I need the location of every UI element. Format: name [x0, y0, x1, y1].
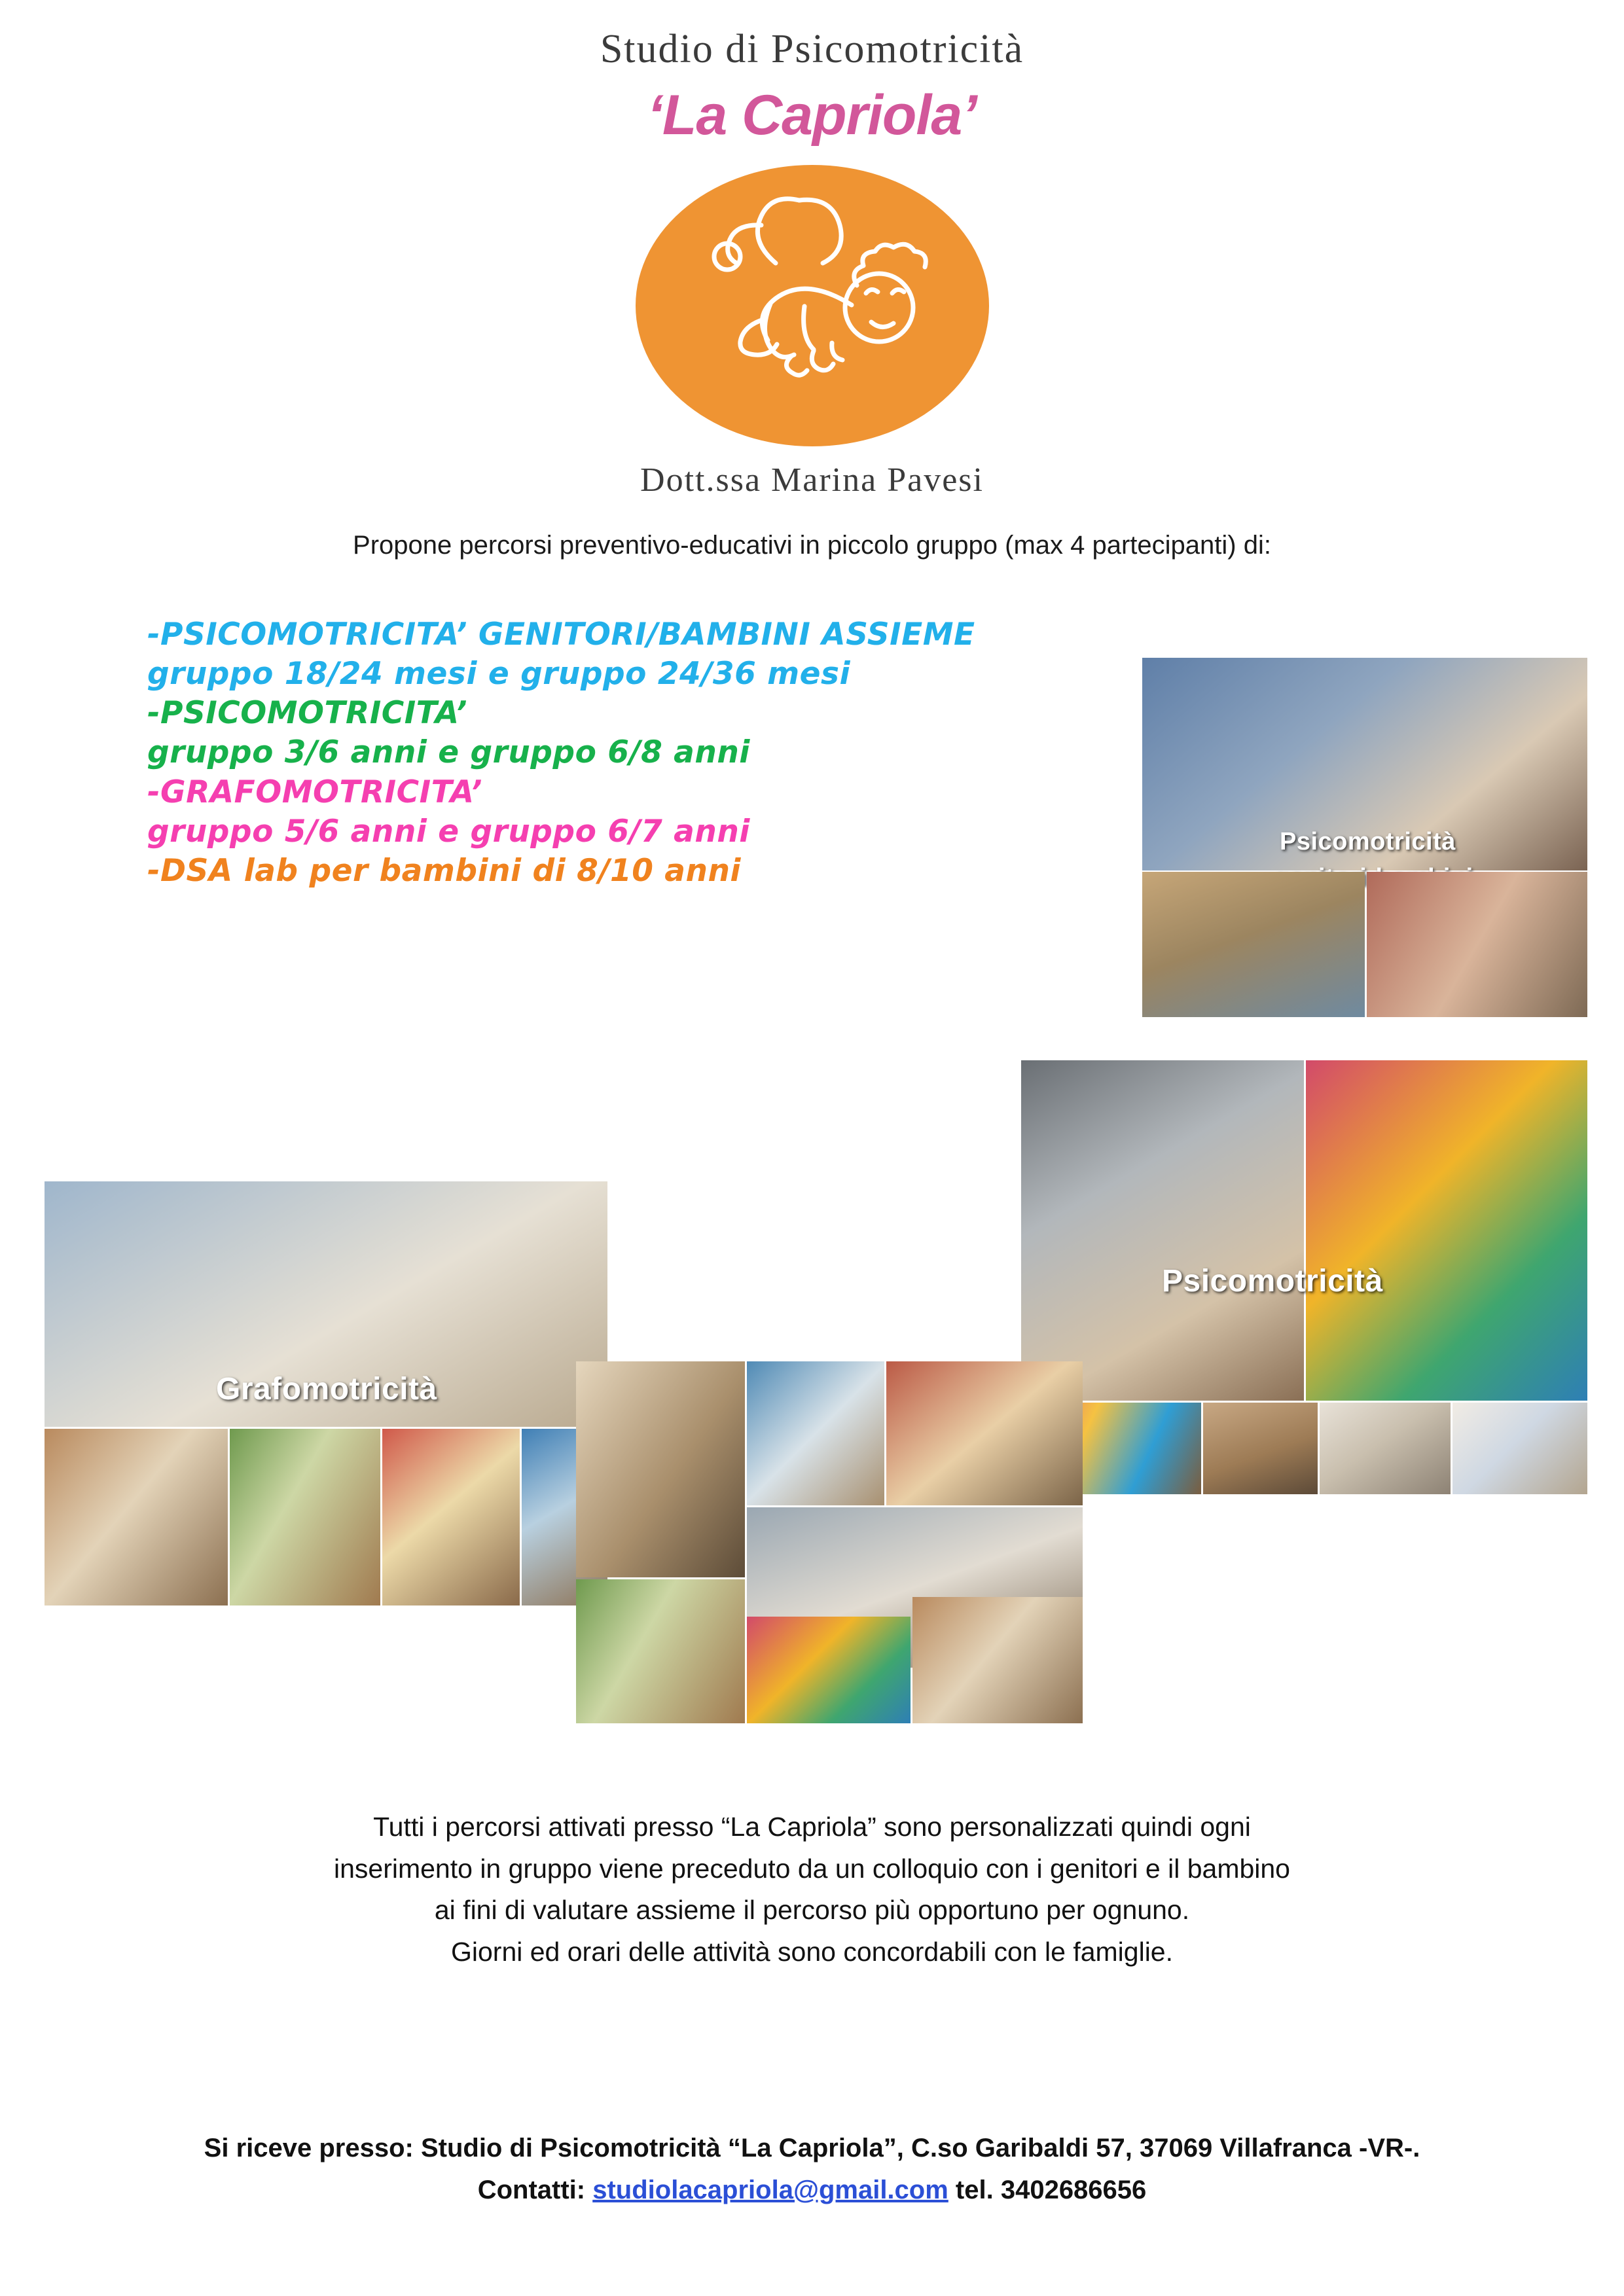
- photo-dsa-lab-5: [576, 1579, 745, 1723]
- footer-contact-label: Contatti:: [477, 2176, 586, 2204]
- doctor-name: Dott.ssa Marina Pavesi: [640, 461, 984, 499]
- footer-phone: tel. 3402686656: [955, 2176, 1147, 2204]
- photo-dsa-lab-1: [576, 1361, 745, 1577]
- photo-psicomotricita-cushions-2: [1306, 1060, 1587, 1401]
- photo-psicomotricita-small-3: [1320, 1403, 1451, 1494]
- intro-text: Propone percorsi preventivo-educativi in piccolo gruppo (max 4 partecipanti) di:: [353, 531, 1271, 560]
- footer-email-link[interactable]: studiolacapriola@gmail.com: [592, 2176, 948, 2204]
- photo-psicomotricita-cushions-1: [1021, 1060, 1304, 1401]
- program-subtitle-2: gruppo 5/6 anni e gruppo 6/7 anni: [147, 813, 750, 850]
- caption-psicomotricita: Psicomotricità: [1162, 1264, 1383, 1299]
- program-title-0: -PSICOMOTRICITA’ GENITORI/BAMBINI ASSIEME: [147, 617, 975, 653]
- photo-grafomotricita-main: [45, 1181, 607, 1427]
- caption-grafomotricita: Grafomotricità: [216, 1372, 437, 1407]
- photo-grafomotricita-small-1: [45, 1429, 228, 1605]
- document-header: [0, 0, 1624, 499]
- program-title-3: -DSA lab per bambini di 8/10 anni: [147, 852, 742, 889]
- studio-title: Studio di Psicomotricità: [600, 27, 1024, 71]
- program-subtitle-1: gruppo 3/6 anni e gruppo 6/8 anni: [147, 734, 750, 771]
- bottom-paragraph: [0, 1806, 1624, 1973]
- caption-psicomotricita-genitori-1: Psicomotricità: [1280, 828, 1456, 855]
- program-title-2: -GRAFOMOTRICITA’: [147, 774, 482, 810]
- bottom-paragraph-line-2: inserimento in gruppo viene preceduto da un colloquio con i genitori e il bambino: [334, 1853, 1290, 1884]
- child-tumbling-logo-icon: [636, 165, 989, 446]
- brand-name: ‘La Capriola’: [647, 84, 977, 147]
- photo-parents-children-socks: [1142, 658, 1587, 870]
- bottom-paragraph-line-3: ai fini di valutare assieme il percorso più opportuno per ognuno.: [434, 1895, 1190, 1926]
- program-list: [147, 615, 1129, 891]
- bottom-paragraph-line-4: Giorni ed orari delle attività sono concordabili con le famiglie.: [450, 1936, 1174, 1967]
- photo-dsa-lab-7: [912, 1597, 1083, 1723]
- photo-dsa-lab-6: [747, 1617, 911, 1723]
- footer-address: Si riceve presso: Studio di Psicomotricità “La Capriola”, C.so Garibaldi 57, 37069 Villafranca -VR-.: [204, 2134, 1420, 2162]
- program-title-1: -PSICOMOTRICITA’: [147, 695, 468, 732]
- footer-contact-row: [0, 2169, 1624, 2211]
- logo-container: [0, 165, 1624, 446]
- footer: [0, 2127, 1624, 2211]
- bottom-paragraph-line-1: Tutti i percorsi attivati presso “La Capriola” sono personalizzati quindi ogni: [373, 1812, 1251, 1842]
- photo-grafomotricita-small-3: [382, 1429, 520, 1605]
- photo-psicomotricita-small-2: [1203, 1403, 1318, 1494]
- photo-parents-children-room: [1142, 872, 1365, 1017]
- program-subtitle-0: gruppo 18/24 mesi e gruppo 24/36 mesi: [147, 656, 851, 692]
- photo-dsa-lab-3: [886, 1361, 1083, 1505]
- photo-dsa-lab-2: [747, 1361, 884, 1505]
- photo-grafomotricita-small-2: [230, 1429, 380, 1605]
- photo-parents-children-drawing: [1367, 872, 1587, 1017]
- photo-psicomotricita-small-4: [1453, 1403, 1587, 1494]
